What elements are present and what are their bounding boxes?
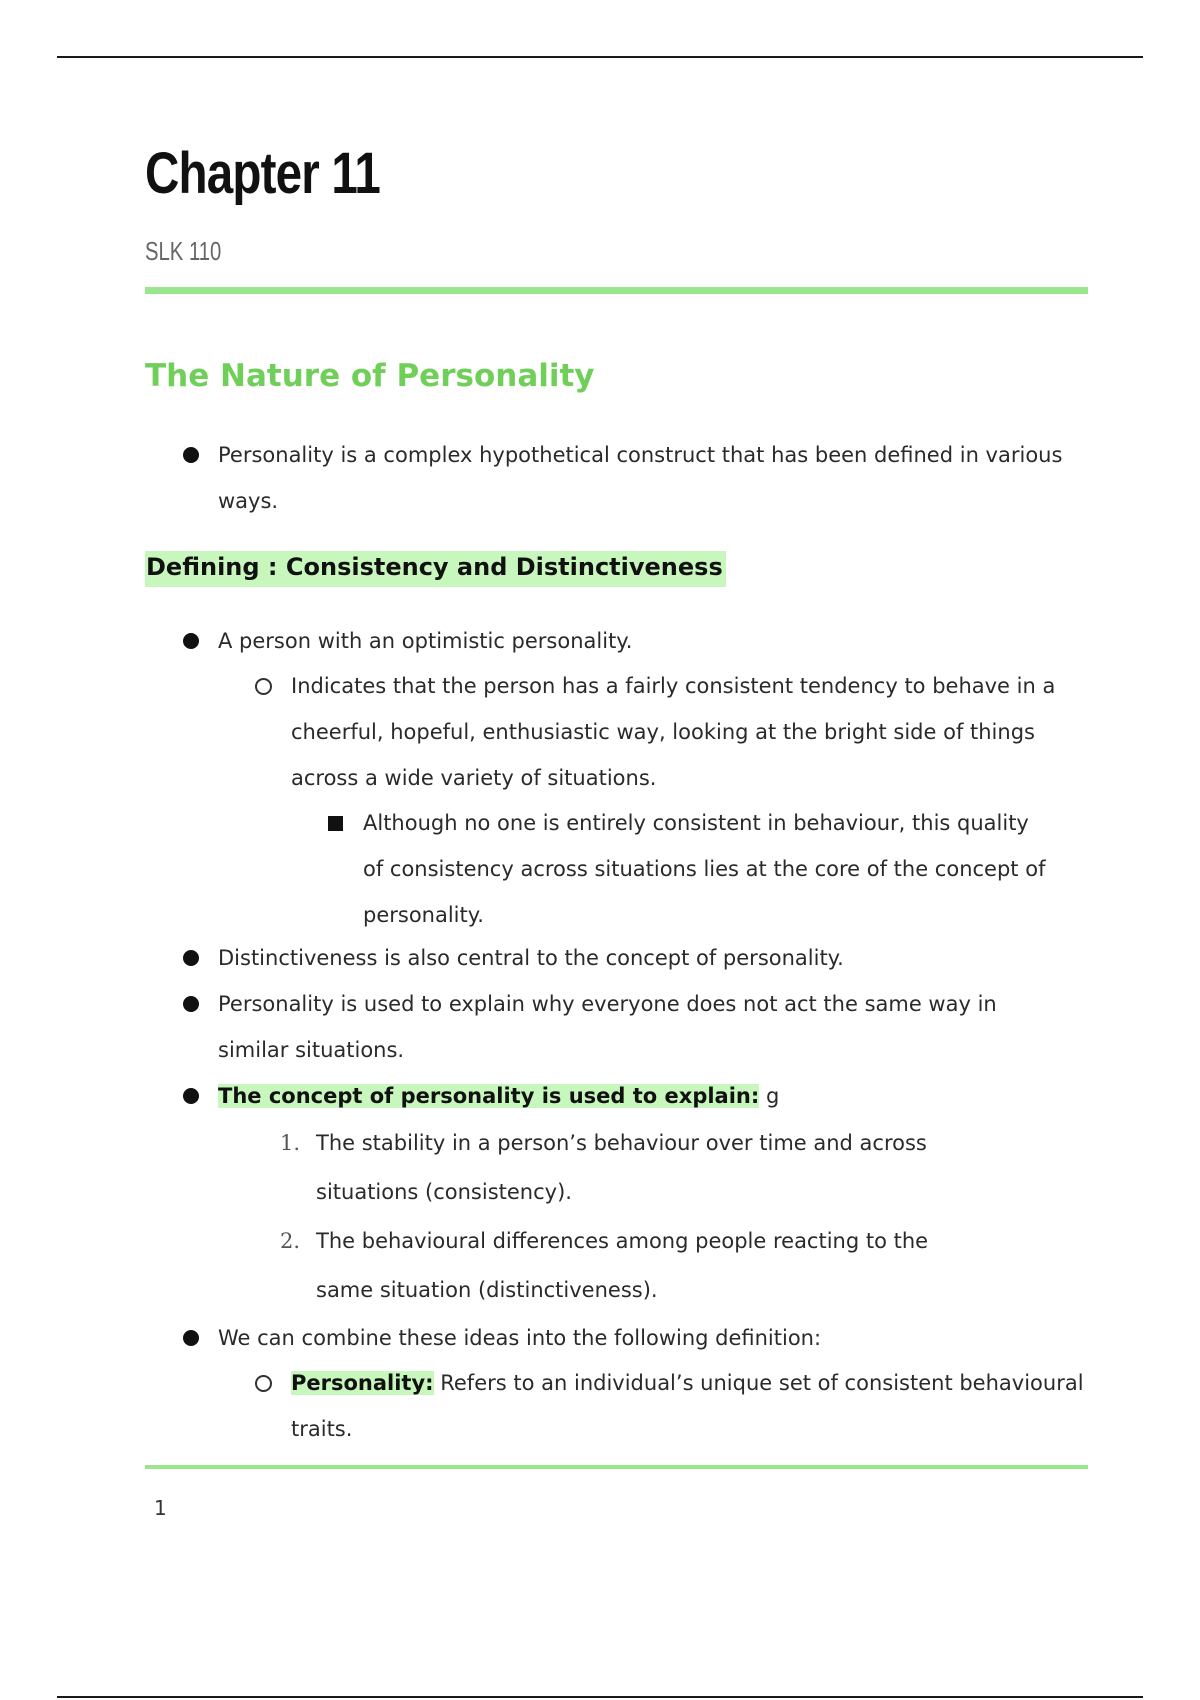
square-bullet-icon — [328, 816, 343, 831]
filled-bullet-icon — [183, 950, 199, 966]
page-title: Chapter 11 — [145, 141, 380, 206]
bullet-text: Distinctiveness is also central to the concept of personality. — [218, 946, 844, 970]
highlighted-phrase: The concept of personality is used to explain: — [218, 1084, 760, 1108]
bullet-combine — [183, 1315, 1063, 1361]
trailing-text: g — [759, 1084, 780, 1108]
filled-bullet-icon — [183, 1088, 199, 1104]
section-heading: The Nature of Personality — [145, 358, 595, 394]
bullet-text — [218, 1073, 1063, 1119]
bullet-optimistic — [183, 618, 1063, 664]
title-divider — [145, 287, 1088, 294]
footer-divider — [145, 1465, 1088, 1469]
bottom-page-border — [57, 1696, 1143, 1698]
subsection-heading: Defining : Consistency and Distinctiveness — [145, 551, 726, 587]
filled-bullet-icon — [183, 633, 199, 649]
bullet-explain-why — [183, 981, 1063, 1073]
subsub-bullet-although — [328, 800, 1053, 938]
bullet-text: A person with an optimistic personality. — [218, 629, 633, 653]
numbered-item-1 — [280, 1119, 980, 1217]
numbered-item-2 — [280, 1217, 980, 1315]
hollow-bullet-icon — [255, 678, 272, 695]
hollow-bullet-icon — [255, 1375, 272, 1392]
definition-text — [291, 1360, 1095, 1452]
page-number: 1 — [154, 1496, 167, 1520]
definition-term: Personality: — [291, 1371, 434, 1395]
sub-bullet-text: Indicates that the person has a fairly consistent tendency to behave in a cheerful, hopeful, enthusiastic way, looking at the bright side of things across a wide variety of situations. — [291, 674, 1056, 790]
subsub-bullet-text: Although no one is entirely consistent in behaviour, this quality of consistency across situations lies at the core of the concept of personality. — [363, 811, 1046, 927]
bullet-intro — [183, 432, 1063, 524]
filled-bullet-icon — [183, 447, 199, 463]
filled-bullet-icon — [183, 996, 199, 1012]
sub-bullet-indicates — [255, 663, 1095, 801]
filled-bullet-icon — [183, 1330, 199, 1346]
bullet-text: Personality is a complex hypothetical construct that has been defined in various ways. — [218, 443, 1063, 513]
numbered-item-text: The stability in a person’s behaviour over time and across situations (consistency). — [316, 1131, 927, 1204]
definition-body: Refers to an individual’s unique set of consistent behavioural traits. — [291, 1371, 1084, 1441]
course-code: SLK 110 — [145, 236, 222, 266]
numbered-item-text: The behavioural differences among people reacting to the same situation (distinctiveness). — [316, 1229, 929, 1302]
bullet-distinctiveness — [183, 935, 1063, 981]
bullet-text: We can combine these ideas into the following definition: — [218, 1326, 822, 1350]
top-page-border — [57, 56, 1143, 58]
bullet-concept — [183, 1073, 1063, 1119]
definition-personality — [255, 1360, 1095, 1452]
bullet-text: Personality is used to explain why everyone does not act the same way in similar situations. — [218, 992, 997, 1062]
list-number: 2. — [280, 1229, 301, 1253]
list-number: 1. — [280, 1131, 301, 1155]
